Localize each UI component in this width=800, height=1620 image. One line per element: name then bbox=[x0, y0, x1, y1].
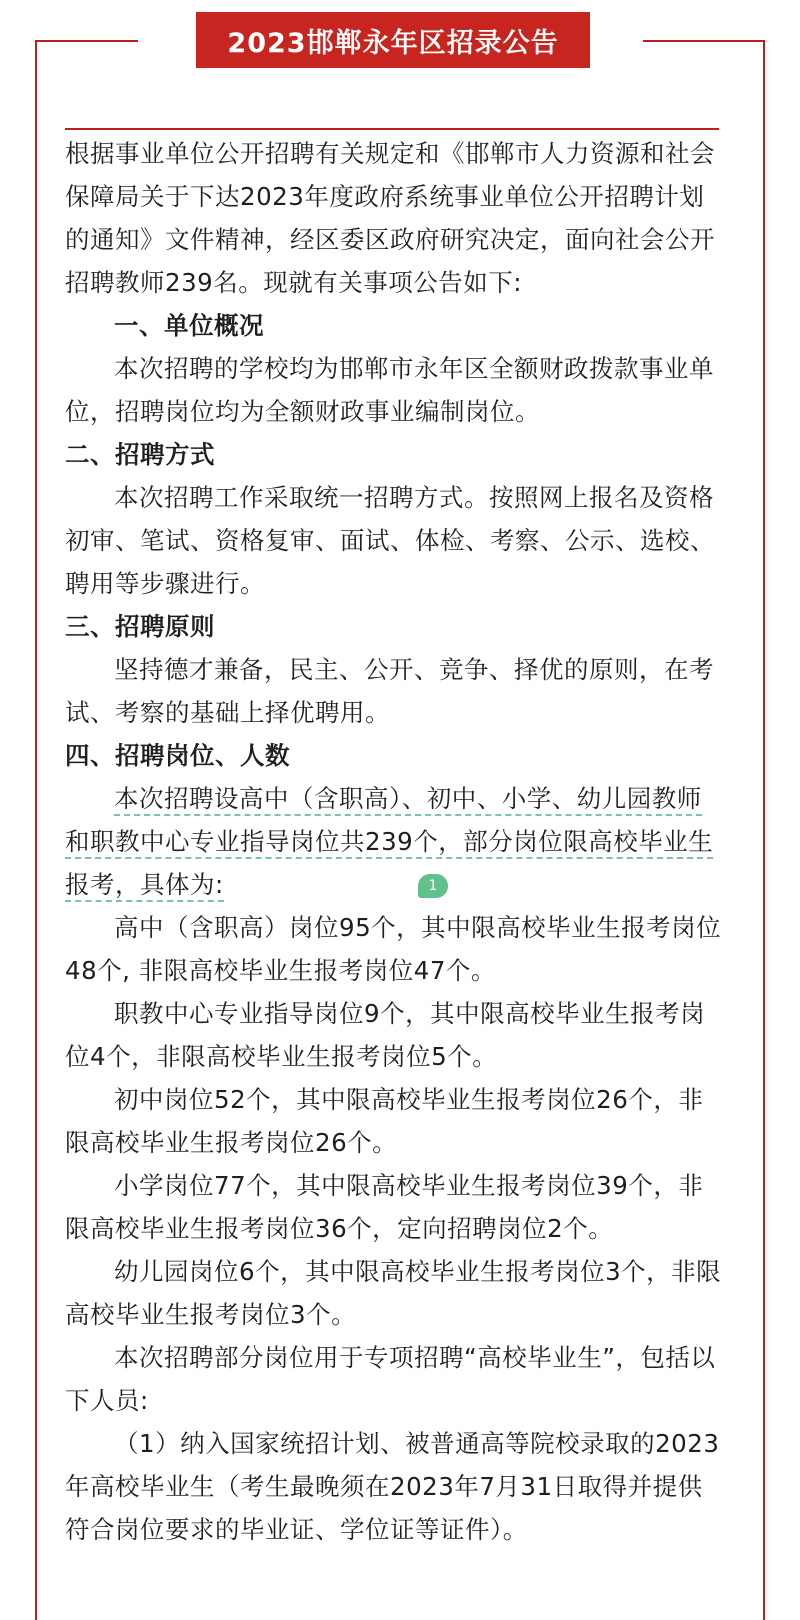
junior-positions: 初中岗位52个，其中限高校毕业生报考岗位26个，非限高校毕业生报考岗位26个。 bbox=[65, 1085, 704, 1157]
section-text-2: 本次招聘工作采取统一招聘方式。按照网上报名及资格初审、笔试、资格复审、面试、体检、考察、公示、选校、聘用等步骤进行。 bbox=[65, 483, 715, 598]
article-body bbox=[65, 132, 725, 1551]
section-heading-1: 一、单位概况 bbox=[114, 311, 264, 340]
highschool-positions: 高中（含职高）岗位95个，其中限高校毕业生报考岗位48个, 非限高校毕业生报考岗位47个。 bbox=[65, 913, 722, 985]
border-top-left-segment bbox=[35, 40, 138, 42]
special-recruitment: 本次招聘部分岗位用于专项招聘“高校毕业生”，包括以下人员: bbox=[65, 1343, 716, 1415]
section-text-1: 本次招聘的学校均为邯郸市永年区全额财政拨款事业单位，招聘岗位均为全额财政事业编制岗位。 bbox=[65, 354, 714, 426]
vocational-positions: 职教中心专业指导岗位9个，其中限高校毕业生报考岗位4个，非限高校毕业生报考岗位5个。 bbox=[65, 999, 706, 1071]
section-text-4-commented[interactable] bbox=[65, 777, 725, 906]
title-divider bbox=[65, 128, 719, 130]
special-item-1: （1）纳入国家统招计划、被普通高等院校录取的2023年高校毕业生（考生最晚须在2023年7月31日取得并提供符合岗位要求的毕业证、学位证等证件）。 bbox=[65, 1429, 720, 1544]
section-heading-3: 三、招聘原则 bbox=[65, 612, 215, 641]
page-title: 2023邯郸永年区招录公告 bbox=[227, 27, 559, 59]
primary-positions: 小学岗位77个，其中限高校毕业生报考岗位39个，非限高校毕业生报考岗位36个，定向招聘岗位2个。 bbox=[65, 1171, 704, 1243]
title-banner bbox=[196, 12, 590, 68]
comment-count: 1 bbox=[428, 878, 438, 894]
intro-paragraph: 根据事业单位公开招聘有关规定和《邯郸市人力资源和社会保障局关于下达2023年度政府系统事业单位公开招聘计划的通知》文件精神，经区委区政府研究决定，面向社会公开招聘教师239名。现就有关事项公告如下: bbox=[65, 139, 715, 297]
comment-count-badge[interactable] bbox=[418, 874, 448, 898]
section-heading-2: 二、招聘方式 bbox=[65, 440, 215, 469]
commented-text[interactable]: 本次招聘设高中（含职高）、初中、小学、幼儿园教师和职教中心专业指导岗位共239个，部分岗位限高校毕业生报考，具体为: bbox=[65, 784, 713, 902]
border-top-right-segment bbox=[643, 40, 765, 42]
section-text-3: 坚持德才兼备，民主、公开、竞争、择优的原则，在考试、考察的基础上择优聘用。 bbox=[65, 655, 714, 727]
section-heading-4: 四、招聘岗位、人数 bbox=[65, 741, 290, 770]
kindergarten-positions: 幼儿园岗位6个，其中限高校毕业生报考岗位3个，非限高校毕业生报考岗位3个。 bbox=[65, 1257, 722, 1329]
